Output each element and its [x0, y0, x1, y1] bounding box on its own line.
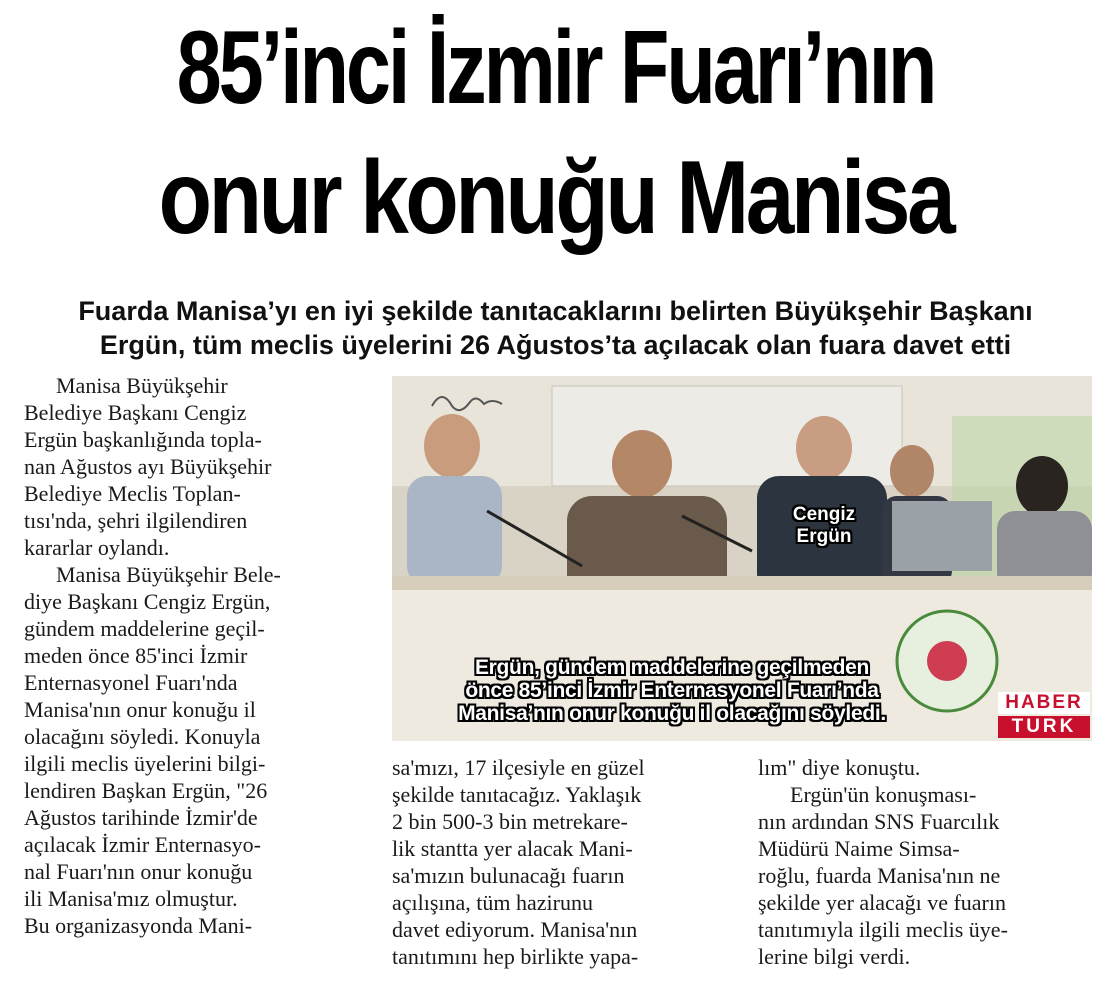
col1-line: nal Fuarı'nın onur konuğu	[24, 859, 253, 884]
col1-line: ilgili meclis üyelerini bilgi-	[24, 751, 266, 776]
col1-line: nan Ağustos ayı Büyükşehir	[24, 454, 272, 479]
logo-line-2: TURK	[998, 716, 1090, 738]
photo-name-label	[764, 504, 884, 548]
photo-caption-line-1: Ergün, gündem maddelerine geçilmeden	[474, 656, 870, 679]
col1-line: ili Manisa'mız olmuştur.	[24, 886, 238, 911]
col1-line: diye Başkanı Cengiz Ergün,	[24, 589, 271, 614]
col1-line: Manisa'nın onur konuğu il	[24, 697, 256, 722]
col2-line: açılışına, tüm hazirunu	[392, 890, 593, 915]
col2-line: davet ediyorum. Manisa'nın	[392, 917, 638, 942]
subheadline-line-2: Ergün, tüm meclis üyelerini 26 Ağustos’ta açılacak olan fuara davet etti	[99, 330, 1012, 360]
col3-line: Ergün'ün konuşması-	[790, 782, 977, 807]
col2-line: şekilde tanıtacağız. Yaklaşık	[392, 782, 642, 807]
col1-line: Belediye Başkanı Cengiz	[24, 400, 247, 425]
col2-line: sa'mızı, 17 ilçesiyle en güzel	[392, 755, 645, 780]
col1-line: olacağını söyledi. Konuyla	[24, 724, 261, 749]
col1-line: Manisa Büyükşehir Bele-	[56, 562, 281, 587]
subheadline	[0, 294, 1111, 362]
photo-name-label-line-2: Ergün	[796, 526, 852, 547]
headline-line-1: 85’inci İzmir Fuarı’nın	[176, 10, 935, 126]
col3-line: şekilde yer alacağı ve fuarın	[758, 890, 1006, 915]
col2-line: tanıtımını hep birlikte yapa-	[392, 944, 639, 969]
col1-line: Belediye Meclis Toplan-	[24, 481, 241, 506]
headline-line-2: onur konuğu Manisa	[158, 140, 953, 256]
col2-line: lik stantta yer alacak Mani-	[392, 836, 633, 861]
col3-line: lım" diye konuştu.	[758, 755, 921, 780]
col1-line: kararlar oylandı.	[24, 535, 170, 560]
photo-caption	[392, 656, 952, 725]
headline	[0, 6, 1111, 260]
col3-line: roğlu, fuarda Manisa'nın ne	[758, 863, 1001, 888]
col3-line: lerine bilgi verdi.	[758, 944, 911, 969]
photo-name-label-line-1: Cengiz	[792, 504, 856, 525]
photo-caption-line-3: Manisa’nın onur konuğu il olacağını söyledi.	[458, 702, 886, 725]
col1-line: Ergün başkanlığında topla-	[24, 427, 262, 452]
col1-line: lendiren Başkan Ergün, "26	[24, 778, 268, 803]
article-column-3	[758, 754, 1098, 970]
col3-line: tanıtımıyla ilgili meclis üye-	[758, 917, 1008, 942]
news-photo	[392, 376, 1092, 741]
col2-line: sa'mızın bulunacağı fuarın	[392, 863, 625, 888]
article-column-2	[392, 754, 722, 970]
col1-line: Ağustos tarihinde İzmir'de	[24, 805, 258, 830]
article-column-1	[24, 372, 376, 939]
photo-caption-line-2: önce 85’inci İzmir Enternasyonel Fuarı’nda	[465, 679, 879, 702]
col1-line: Enternasyonel Fuarı'nda	[24, 670, 238, 695]
col3-line: nın ardından SNS Fuarcılık	[758, 809, 1000, 834]
haberturk-logo	[998, 692, 1090, 738]
subheadline-line-1: Fuarda Manisa’yı en iyi şekilde tanıtacaklarını belirten Büyükşehir Başkanı	[78, 296, 1033, 326]
col1-line: meden önce 85'inci İzmir	[24, 643, 248, 668]
col1-line: tısı'nda, şehri ilgilendiren	[24, 508, 248, 533]
col1-line: açılacak İzmir Enternasyo-	[24, 832, 261, 857]
col2-line: 2 bin 500-3 bin metrekare-	[392, 809, 628, 834]
col1-line: Bu organizasyonda Mani-	[24, 913, 253, 938]
col3-line: Müdürü Naime Simsa-	[758, 836, 960, 861]
col1-line: gündem maddelerine geçil-	[24, 616, 265, 641]
col1-line: Manisa Büyükşehir	[56, 373, 228, 398]
logo-line-1: HABER	[998, 692, 1090, 714]
